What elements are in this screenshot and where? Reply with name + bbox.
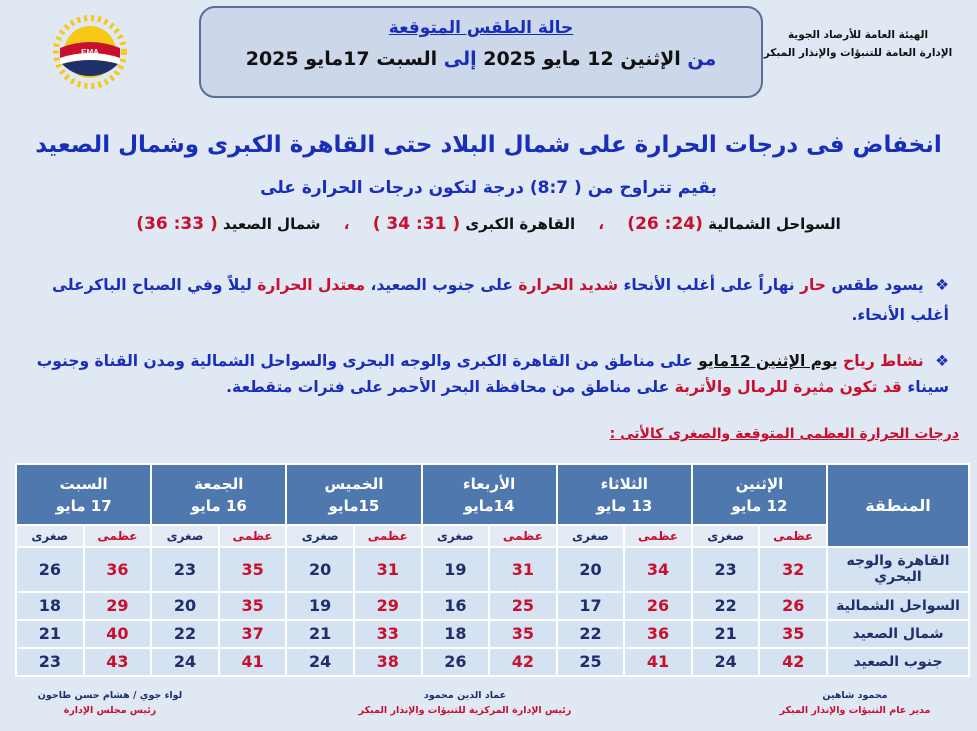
max-temp-cell: 31 [354,547,422,592]
min-temp-cell: 24 [151,648,219,676]
max-temp-cell: 41 [624,648,692,676]
day-name: الثلاثاء [600,474,648,493]
region-name: القاهرة الكبرى [465,215,576,233]
day-date: 16 مايو [190,496,247,515]
bullet-highlight: قد تكون مثيرة للرمال والأتربة [674,378,902,396]
bullet-text: ليلاً وفي الصباح الباكرعلى أغلب الأنحاء. [52,276,949,324]
min-label: صغرى [151,525,219,546]
region-cell: شمال الصعيد [827,620,969,648]
day-date: 13 مايو [596,496,653,515]
max-temp-cell: 31 [489,547,557,592]
bullet-highlight: معتدل الحرارة [257,276,366,294]
max-temp-cell: 40 [84,620,152,648]
day-header [16,464,151,525]
region-name: السواحل الشمالية [708,215,841,233]
region-column-header: المنطقة [827,464,969,547]
forecast-bullet-weather [24,270,949,330]
min-temp-cell: 20 [151,592,219,620]
day-name: الجمعة [194,474,244,493]
max-temp-cell: 32 [759,547,827,592]
signature-block [20,688,200,718]
max-label: عظمى [759,525,827,546]
signature-title: رئيس مجلس الإدارة [63,705,157,716]
max-temp-cell: 26 [624,592,692,620]
day-date: 12 مايو [731,496,788,515]
signature-name: لواء جوي / هشام حسن طاحون [37,690,183,701]
max-temp-cell: 33 [354,620,422,648]
region-temperatures [0,214,977,234]
separator: ، [598,215,605,233]
max-label: عظمى [219,525,287,546]
min-label: صغرى [16,525,84,546]
max-temp-cell: 26 [759,592,827,620]
day-date: 17 مايو [55,496,112,515]
max-temp-cell: 34 [624,547,692,592]
signature-title: رئيس الإدارة المركزية للتنبؤات والإنذار المبكر [358,705,572,716]
min-temp-cell: 24 [286,648,354,676]
min-temp-cell: 20 [286,547,354,592]
region-cell: السواحل الشمالية [827,592,969,620]
bullet-text: على مناطق من محافظة البحر الأحمر على فترات متقطعة. [226,378,670,396]
min-temp-cell: 21 [692,620,760,648]
separator: ، [343,215,350,233]
day-date: 15مايو [328,496,380,515]
data-rows [16,547,969,676]
day-date: 14مايو [463,496,515,515]
max-temp-cell: 38 [354,648,422,676]
signature-name: محمود شاهين [822,690,888,701]
day-name: الإثنين [735,474,784,493]
min-label: صغرى [692,525,760,546]
day-header [151,464,286,525]
day-header [422,464,557,525]
signature-title: مدير عام التنبؤات والإنذار المبكر [779,705,931,716]
min-temp-cell: 26 [422,648,490,676]
date-range [201,48,761,70]
min-temp-cell: 17 [557,592,625,620]
min-temp-cell: 22 [692,592,760,620]
date-start: الإثنين 12 مايو 2025 [483,48,681,70]
min-temp-cell: 18 [422,620,490,648]
max-temp-cell: 29 [84,592,152,620]
region-cell: جنوب الصعيد [827,648,969,676]
max-label: عظمى [354,525,422,546]
region-range: ( 31: 34 ) [372,214,461,234]
bullet-text: يسود طقس [831,276,924,294]
org-name: الهيئة العامة للأرصاد الجوية [787,29,929,41]
table-row [16,592,969,620]
min-temp-cell: 16 [422,592,490,620]
max-temp-cell: 43 [84,648,152,676]
date-end: السبت 17مايو 2025 [245,48,438,70]
ema-sun-logo-icon [36,12,144,92]
bullet-date: يوم الإثنين 12مايو [698,352,838,370]
logo-text: EMA [81,48,99,57]
signature-block [755,688,955,718]
date-to-label: إلى [443,48,477,70]
min-temp-cell: 23 [16,648,84,676]
max-temp-cell: 29 [354,592,422,620]
forecast-bullet-wind [24,348,949,400]
date-from-label: من [687,48,717,70]
min-label: صغرى [286,525,354,546]
min-temp-cell: 21 [286,620,354,648]
min-temp-cell: 23 [692,547,760,592]
table-row [16,648,969,676]
min-temp-cell: 19 [422,547,490,592]
headline: انخفاض فى درجات الحرارة على شمال البلاد حتى القاهرة الكبرى وشمال الصعيد [35,132,942,158]
bullet-highlight: حار [800,276,826,294]
max-temp-cell: 35 [759,620,827,648]
min-temp-cell: 22 [557,620,625,648]
page-title: حالة الطقس المتوقعة [388,18,574,38]
max-temp-cell: 36 [624,620,692,648]
bullet-text: على مناطق من القاهرة الكبرى والوجه البحرى والسواحل الشمالية ومدن القناة وجنوب سيناء [36,352,949,396]
max-temp-cell: 35 [219,547,287,592]
bullet-text: على جنوب الصعيد، [370,276,513,294]
max-label: عظمى [489,525,557,546]
min-temp-cell: 24 [692,648,760,676]
org-department: الإدارة العامة للتنبؤات والإنذار المبكر [763,47,953,59]
min-temp-cell: 26 [16,547,84,592]
temperature-table [15,463,970,677]
min-temp-cell: 22 [151,620,219,648]
diamond-bullet-icon: ❖ [935,276,949,294]
max-temp-cell: 41 [219,648,287,676]
subheadline: بقيم تتراوح من ( 8:7) درجة لتكون درجات الحرارة على [260,178,717,198]
day-name: الخميس [324,474,384,493]
min-temp-cell: 21 [16,620,84,648]
min-temp-cell: 19 [286,592,354,620]
min-temp-cell: 23 [151,547,219,592]
subheader-row [16,525,969,546]
bullet-text: نهاراً على أغلب الأنحاء [623,276,795,294]
max-temp-cell: 25 [489,592,557,620]
region-cell: القاهرة والوجه البحري [827,547,969,592]
day-header [692,464,827,525]
region-range: ( 33: 36) [136,214,218,234]
region-name: شمال الصعيد [223,215,321,233]
max-label: عظمى [624,525,692,546]
signature-block [330,688,600,718]
max-temp-cell: 35 [219,592,287,620]
day-name: السبت [59,474,108,493]
min-temp-cell: 18 [16,592,84,620]
min-label: صغرى [422,525,490,546]
min-temp-cell: 25 [557,648,625,676]
signature-name: عماد الدين محمود [423,690,507,701]
bullet-highlight: شديد الحرارة [518,276,619,294]
max-temp-cell: 35 [489,620,557,648]
max-temp-cell: 42 [489,648,557,676]
max-label: عظمى [84,525,152,546]
day-name: الأربعاء [462,474,516,493]
min-temp-cell: 20 [557,547,625,592]
day-header [557,464,692,525]
max-temp-cell: 42 [759,648,827,676]
min-label: صغرى [557,525,625,546]
max-temp-cell: 36 [84,547,152,592]
title-box [199,6,763,98]
table-row [16,547,969,592]
diamond-bullet-icon: ❖ [935,352,949,370]
region-range: (24: 26) [627,214,703,234]
max-temp-cell: 37 [219,620,287,648]
day-header [286,464,421,525]
organization-header [753,26,963,62]
table-title: درجات الحرارة العظمى المتوقعة والصغرى كالأتى : [609,426,959,442]
table-row [16,620,969,648]
bullet-highlight: نشاط رياح [843,352,924,370]
